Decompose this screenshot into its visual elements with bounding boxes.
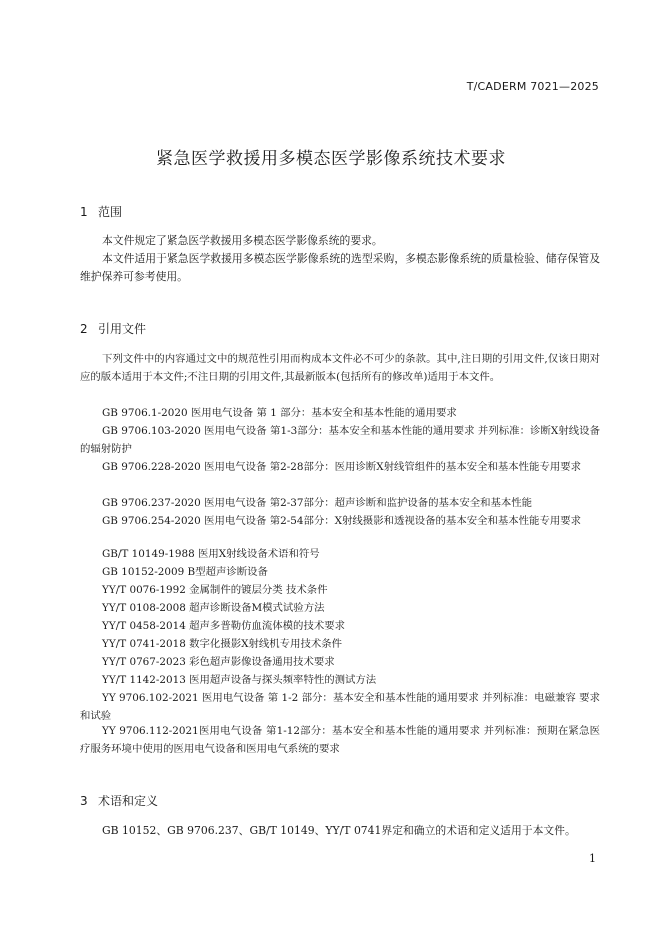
terms-paragraph: GB 10152、GB 9706.237、GB/T 10149、YY/T 0741界定和确立的术语和定义适用于本文件。	[102, 824, 576, 837]
scope-paragraph: 本文件适用于紧急医学救援用多模态医学影像系统的选型采购，多模态影像系统的质量检验、储存保管及维护保养可参考使用。	[80, 252, 600, 283]
reference-item: YY/T 1142-2013 医用超声设备与探头频率特性的测试方法	[102, 674, 377, 686]
page-number: 1	[589, 852, 596, 865]
section-number: 2	[80, 322, 88, 336]
section-heading-scope	[80, 203, 122, 220]
section-heading-normative-references	[80, 320, 146, 337]
references-intro: 下列文件中的内容通过文中的规范性引用而构成本文件必不可少的条款。其中,注日期的引用文件,仅该日期对应的版本适用于本文件;不注日期的引用文件,其最新版本(包括所有的修改单)适用于本文件。	[80, 353, 600, 383]
reference-item: YY/T 0076-1992 金属制件的镀层分类 技术条件	[102, 584, 328, 596]
section-number: 1	[80, 205, 88, 219]
reference-item: YY/T 0108-2008 超声诊断设备M模式试验方法	[102, 602, 325, 614]
document-code: T/CADERM 7021—2025	[466, 80, 599, 93]
section-heading-terms-and-definitions	[80, 792, 158, 809]
reference-item: GB 9706.254-2020 医用电气设备 第2-54部分：X射线摄影和透视设备的基本安全和基本性能专用要求	[102, 515, 582, 527]
reference-item: YY/T 0767-2023 彩色超声影像设备通用技术要求	[102, 656, 335, 668]
section-title: 引用文件	[98, 322, 147, 336]
reference-item: YY 9706.112-2021医用电气设备 第1-12部分：基本安全和基本性能的通用要求 并列标准：预期在紧急医疗服务环境中使用的医用电气设备和医用电气系统的要求	[80, 725, 600, 755]
reference-item: GB/T 10149-1988 医用X射线设备术语和符号	[102, 548, 320, 560]
reference-item: GB 9706.1-2020 医用电气设备 第 1 部分：基本安全和基本性能的通用要求	[102, 407, 457, 419]
section-title: 范围	[98, 205, 123, 219]
reference-item: YY 9706.102-2021 医用电气设备 第 1-2 部分：基本安全和基本性能的通用要求 并列标准：电磁兼容 要求和试验	[80, 692, 600, 722]
reference-item: YY/T 0741-2018 数字化摄影X射线机专用技术条件	[102, 638, 343, 650]
reference-item: GB 9706.228-2020 医用电气设备 第2-28部分：医用诊断X射线管组件的基本安全和基本性能专用要求	[102, 461, 582, 473]
document-title: 紧急医学救援用多模态医学影像系统技术要求	[156, 149, 506, 169]
section-title: 术语和定义	[98, 794, 159, 808]
reference-item: GB 10152-2009 B型超声诊断设备	[102, 566, 268, 578]
reference-item: YY/T 0458-2014 超声多普勒仿血流体模的技术要求	[102, 620, 346, 632]
section-number: 3	[80, 794, 88, 808]
reference-item: GB 9706.237-2020 医用电气设备 第2-37部分：超声诊断和监护设备的基本安全和基本性能	[102, 497, 533, 509]
reference-item: GB 9706.103-2020 医用电气设备 第1-3部分：基本安全和基本性能的通用要求 并列标准：诊断X射线设备的辐射防护	[80, 425, 600, 455]
scope-paragraph: 本文件规定了紧急医学救援用多模态医学影像系统的要求。	[102, 234, 383, 247]
